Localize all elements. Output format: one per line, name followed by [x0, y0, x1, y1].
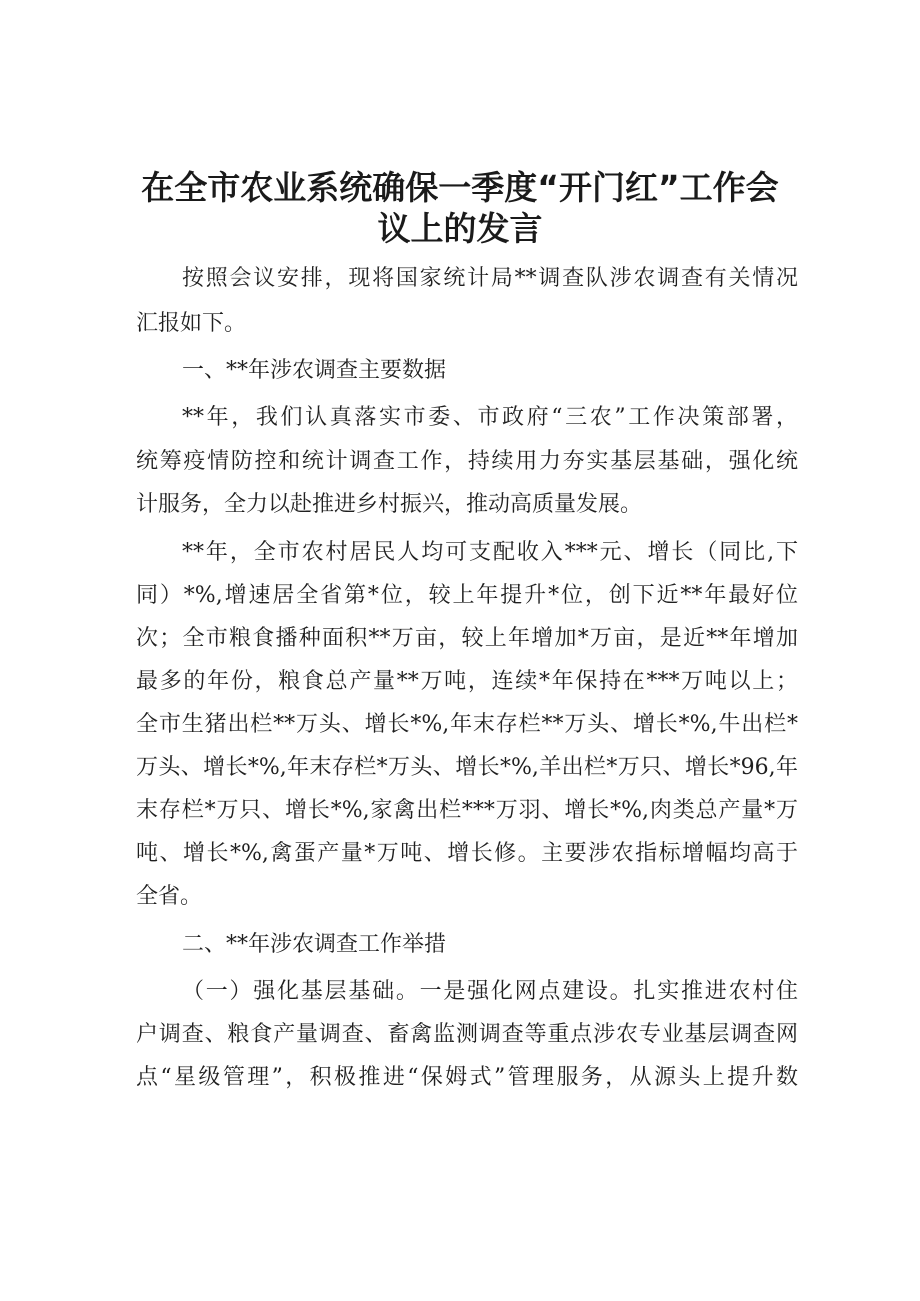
- paragraph-measures-line: 户调查、粮食产量调查、畜禽监测调查等重点涉农专业基层调查网: [136, 1022, 798, 1047]
- paragraph-data-line: 万头、增长*%,年末存栏*万头、增长*%,羊出栏*万只、增长*96,年: [136, 755, 798, 780]
- paragraph-data-line: 吨、增长*%,禽蛋产量*万吨、增长修。主要涉农指标增幅均高于: [136, 841, 798, 866]
- paragraph-overview-line: **年，我们认真落实市委、市政府“三农”工作决策部署，: [182, 405, 798, 430]
- paragraph-overview-line: 统筹疫情防控和统计调查工作，持续用力夯实基层基础，强化统: [136, 449, 798, 474]
- document-title-line-1: 在全市农业系统确保一季度“开门红”工作会: [141, 168, 779, 207]
- paragraph-data-line: 次；全市粮食播种面积**万亩，较上年增加*万亩，是近**年增加: [136, 626, 798, 651]
- paragraph-measures-line: （一）强化基层基础。一是强化网点建设。扎实推进农村住: [182, 979, 798, 1004]
- paragraph-overview-line: 计服务，全力以赴推进乡村振兴，推动高质量发展。: [136, 492, 643, 517]
- paragraph-data-line: 全省。: [136, 884, 203, 909]
- document-title-line-2: 议上的发言: [377, 209, 543, 248]
- paragraph-data-line: 最多的年份，粮食总产量**万吨，连续*年保持在***万吨以上；: [136, 669, 798, 694]
- paragraph-measures-line: 点“星级管理”，积极推进“保姆式”管理服务，从源头上提升数: [136, 1065, 798, 1090]
- paragraph-data-line: 全市生猪出栏**万头、增长*%,年末存栏**万头、增长*%,牛出栏*: [136, 712, 798, 737]
- paragraph-data-line: 同）*%,增速居全省第*位，较上年提升*位，创下近**年最好位: [136, 583, 798, 608]
- paragraph-data-line: 末存栏*万只、增长*%,家禽出栏***万羽、增长*%,肉类总产量*万: [136, 798, 798, 823]
- paragraph-intro-line: 汇报如下。: [136, 311, 247, 336]
- section-heading-2: 二、**年涉农调查工作举措: [182, 932, 447, 957]
- paragraph-intro-line: 按照会议安排，现将国家统计局**调查队涉农调查有关情况: [182, 266, 798, 291]
- section-heading-1: 一、**年涉农调查主要数据: [182, 358, 447, 383]
- paragraph-data-line: **年，全市农村居民人均可支配收入***元、增长（同比,下: [182, 540, 798, 565]
